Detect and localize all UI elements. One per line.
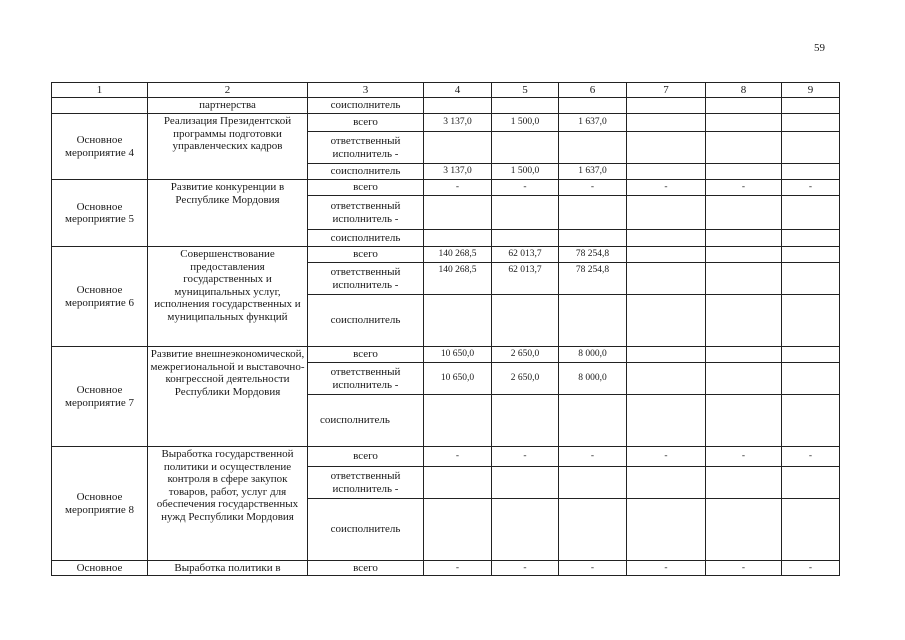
value-cell: 10 650,0 xyxy=(424,363,492,395)
role-cell: ответственный исполнитель - xyxy=(308,263,424,295)
value-cell: - xyxy=(424,180,492,196)
value-cell: - xyxy=(627,447,706,467)
role-cell: соисполнитель xyxy=(308,295,424,347)
measure-name: Реализация Президентской программы подготовки управленческих кадров xyxy=(148,114,308,180)
role-cell: ответственный исполнитель - xyxy=(308,467,424,499)
value-cell: 1 637,0 xyxy=(559,114,627,132)
page-number: 59 xyxy=(814,42,825,54)
col-header-6: 6 xyxy=(559,83,627,98)
value-cell: 1 500,0 xyxy=(492,164,559,180)
measure-name: Развитие конкуренции в Республике Мордовия xyxy=(148,180,308,247)
value-cell: 2 650,0 xyxy=(492,347,559,363)
col-header-7: 7 xyxy=(627,83,706,98)
measure-label: Основное мероприятие 7 xyxy=(52,347,148,447)
measure-name: Развитие внешнеэкономической, межрегиональной и выставочно-конгрессной деятельности Республики Мордовия xyxy=(148,347,308,447)
value-cell: - xyxy=(782,180,840,196)
value-cell: - xyxy=(492,447,559,467)
table-row xyxy=(52,561,840,576)
value-cell: 2 650,0 xyxy=(492,363,559,395)
role-cell: ответственный исполнитель - xyxy=(308,363,424,395)
value-cell: 140 268,5 xyxy=(424,263,492,295)
value-cell: - xyxy=(706,447,782,467)
value-cell: - xyxy=(424,447,492,467)
table-row xyxy=(52,247,840,263)
value-cell: - xyxy=(559,561,627,576)
value-cell: - xyxy=(627,561,706,576)
table-row xyxy=(52,347,840,363)
role-cell: всего xyxy=(308,114,424,132)
value-cell: - xyxy=(706,561,782,576)
role-cell: соисполнитель xyxy=(308,395,424,447)
role-cell: всего xyxy=(308,447,424,467)
role-cell: всего xyxy=(308,347,424,363)
value-cell: 1 637,0 xyxy=(559,164,627,180)
role-cell: соисполнитель xyxy=(308,499,424,561)
value-cell: 62 013,7 xyxy=(492,263,559,295)
measure-label: Основное мероприятие 5 xyxy=(52,180,148,247)
measure-label: Основное xyxy=(52,561,148,576)
measure-label: Основное мероприятие 6 xyxy=(52,247,148,347)
value-cell: 8 000,0 xyxy=(559,363,627,395)
measure-name: Выработка политики в xyxy=(148,561,308,576)
measure-name: Выработка государственной политики и осуществление контроля в сфере закупок товаров, работ, услуг для обеспечения государственных нужд Республики Мордовия xyxy=(148,447,308,561)
value-cell: - xyxy=(627,180,706,196)
value-cell: 3 137,0 xyxy=(424,114,492,132)
col-header-4: 4 xyxy=(424,83,492,98)
measure-label: Основное мероприятие 8 xyxy=(52,447,148,561)
table-row xyxy=(52,114,840,132)
col-header-5: 5 xyxy=(492,83,559,98)
role-cell: соисполнитель xyxy=(308,98,424,114)
value-cell: 10 650,0 xyxy=(424,347,492,363)
value-cell: 140 268,5 xyxy=(424,247,492,263)
role-cell: всего xyxy=(308,247,424,263)
measure-name: партнерства xyxy=(148,98,308,114)
value-cell: - xyxy=(492,561,559,576)
value-cell: - xyxy=(492,180,559,196)
col-header-8: 8 xyxy=(706,83,782,98)
table-row xyxy=(52,180,840,196)
budget-table xyxy=(51,82,840,576)
role-cell: всего xyxy=(308,561,424,576)
value-cell: - xyxy=(706,180,782,196)
col-header-9: 9 xyxy=(782,83,840,98)
col-header-3: 3 xyxy=(308,83,424,98)
role-cell: ответственный исполнитель - xyxy=(308,132,424,164)
value-cell: - xyxy=(559,180,627,196)
role-cell: соисполнитель xyxy=(308,164,424,180)
value-cell: - xyxy=(559,447,627,467)
table-row xyxy=(52,98,840,114)
role-cell: соисполнитель xyxy=(308,230,424,247)
col-header-2: 2 xyxy=(148,83,308,98)
value-cell: 3 137,0 xyxy=(424,164,492,180)
value-cell: 1 500,0 xyxy=(492,114,559,132)
value-cell: 78 254,8 xyxy=(559,263,627,295)
value-cell: - xyxy=(782,447,840,467)
value-cell: 62 013,7 xyxy=(492,247,559,263)
role-cell: всего xyxy=(308,180,424,196)
table-row xyxy=(52,447,840,467)
role-cell: ответственный исполнитель - xyxy=(308,196,424,230)
header-row xyxy=(52,83,840,98)
value-cell: 8 000,0 xyxy=(559,347,627,363)
value-cell: 78 254,8 xyxy=(559,247,627,263)
value-cell: - xyxy=(424,561,492,576)
value-cell: - xyxy=(782,561,840,576)
measure-name: Совершенствование предоставления государственных и муниципальных услуг, исполнения государственных и муниципальных функций xyxy=(148,247,308,347)
col-header-1: 1 xyxy=(52,83,148,98)
measure-label: Основное мероприятие 4 xyxy=(52,114,148,180)
